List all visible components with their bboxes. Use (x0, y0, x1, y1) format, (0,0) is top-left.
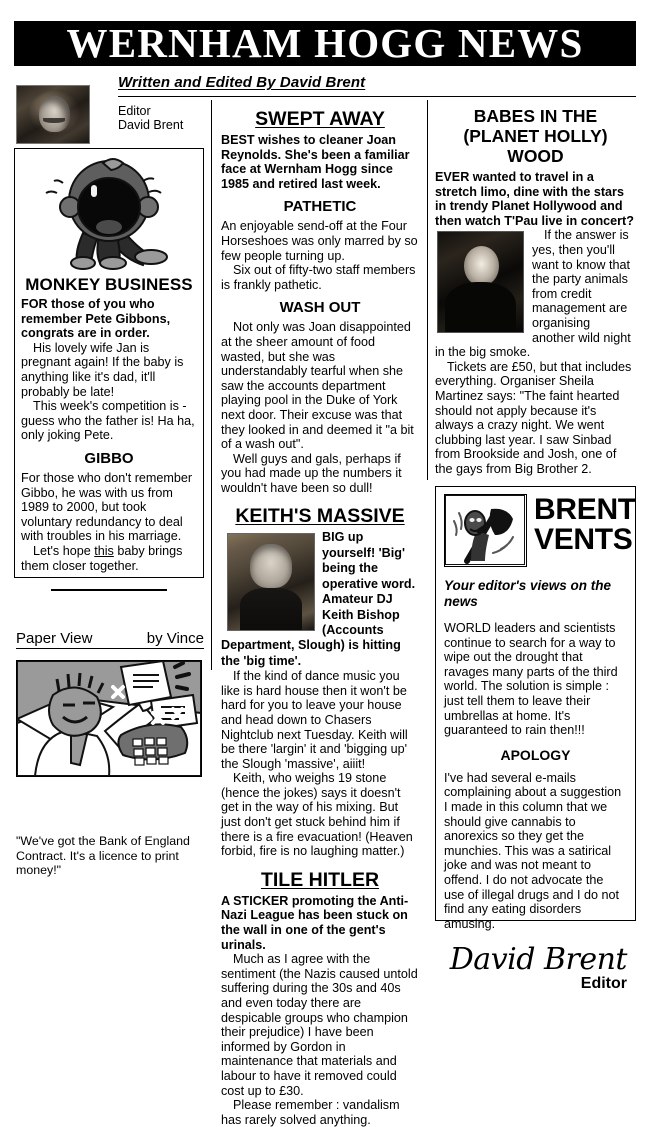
babes-body (435, 228, 636, 476)
apology-subhead: APOLOGY (500, 746, 571, 763)
monkey-para-1: This week's competition is - guess who the father is! Ha ha, only joking Pete. (21, 399, 195, 443)
babes-para-0: If the answer is yes, then you'll want to know that the party animals from credit management are organising another wild night in the big smoke. (435, 228, 631, 360)
babes-headline-line-0: BABES IN THE (473, 106, 598, 126)
tile-hitler-headline: TILE HITLER (260, 868, 380, 891)
column-divider-2 (427, 100, 428, 480)
pathetic-subhead: PATHETIC (283, 198, 357, 216)
tile-hitler-lead: A STICKER promoting the Anti-Nazi League has been stuck on the wall in one of the gent's urinals. (221, 893, 409, 952)
swept-away-lead: BEST wishes to cleaner Joan Reynolds. She's been a familiar face at Wernham Hogg since 1985 and retired last week. (221, 133, 410, 191)
editor-name: David Brent (118, 118, 184, 132)
brent-vents-header (444, 493, 636, 567)
monkey-headline: MONKEY BUSINESS (25, 275, 193, 294)
keiths-massive-headline: KEITH'S MASSIVE (235, 505, 405, 528)
byline-divider (118, 96, 636, 97)
editor-role-label: Editor (118, 104, 151, 118)
monkey-lead: FOR those of you who remember Pete Gibbons, congrats are in order. (21, 297, 171, 341)
monkey-para-0: His lovely wife Jan is pregnant again! If the baby is anything like it's dad, it'll probably be late! (21, 340, 184, 399)
pathetic-para-0: An enjoyable send-off at the Four Horseshoes was only marred by so few people turning up. (221, 219, 418, 263)
keiths-massive-para-0: If the kind of dance music you like is hard house then it won't be hard for you to leave your house and head down to Chasers Nightclub next Tuesday. Keith will be there 'largin' it and 'bigging up' the Slough 'massive', aiiit! (221, 669, 408, 771)
monkey-business-article (14, 148, 204, 578)
brent-vents-title-line-0: BRENT (534, 493, 636, 526)
wash-out-para-0: Not only was Joan disappointed at the sheer amount of food wasted, but she was understandably tearful when she saw the accounts department playing pool in the Duke of York next door. Their excuse was that they looked in and deemed it "a bit of a wash out". (221, 320, 414, 452)
pathetic-para-1: Six out of fifty-two staff members is frankly pathetic. (221, 263, 416, 292)
gibbo-subhead: GIBBO (84, 449, 134, 467)
brent-vents-subtitle: Your editor's views on the news (444, 578, 611, 609)
column-3 (435, 106, 636, 476)
brent-vents-body: WORLD leaders and scientists continue to search for a way to wipe out the drought that ravages many parts of the third world. The solution is simple : just tell them to leave their umbrellas at home. It's guaranteed to rain then!!! (444, 621, 618, 738)
paper-view-title: Paper View (16, 630, 93, 647)
keith-bishop-photo (227, 533, 315, 631)
wash-out-subhead: WASH OUT (279, 299, 361, 317)
babes-headline-line-1: (PLANET HOLLY) (463, 126, 608, 146)
babes-lead: EVER wanted to travel in a stretch limo, dine with the stars in trendy Planet Hollywood and then watch T'Pau live in concert? (435, 170, 634, 228)
party-night-photo (437, 231, 524, 333)
david-brent-photo (16, 85, 90, 144)
tile-hitler-para-0: Much as I agree with the sentiment (the Nazis caused untold suffering during the 30s and 40s and even today there are despicable groups who champion their prejudice) I have been informed by Gordon in maintenance that materials and labour to have it removed could cost up to £30. (221, 952, 418, 1098)
paper-view-header (16, 630, 204, 649)
article-end-rule (51, 589, 167, 591)
closing-pre: Let's hope (33, 543, 95, 558)
brent-signature-role: Editor (580, 975, 627, 993)
wash-out-para-1: Well guys and gals, perhaps if you had made up the numbers it wouldn't have been so dull! (221, 451, 402, 495)
swept-away-headline: SWEPT AWAY (255, 108, 385, 130)
closing-emphasis: this (94, 543, 114, 558)
crying-baby-monkey-cartoon (21, 153, 197, 271)
brent-vents-article (435, 486, 636, 993)
keiths-massive-para-1: Keith, who weighs 19 stone (hence the jokes) says it doesn't get in the way of his mixing. But just don't get stuck behind him if there is a fire evacuation! (Heaven forbid, fire is no laughing matter.) (221, 771, 413, 859)
man-swinging-axe-cartoon (444, 494, 527, 567)
gibbo-para-0: For those who don't remember Gibbo, he was with us from 1989 to 2000, but took voluntary redundancy to deal with troubles in his marriage. (21, 470, 193, 544)
babes-headline-line-2: WOOD (507, 146, 564, 166)
keiths-massive-lead: BIG up yourself! 'Big' being the operative word. Amateur DJ Keith Bishop (Accounts Department, Slough) is hitting the 'big time'. (221, 530, 416, 668)
paper-view-caption: "We've got the Bank of England Contract. It's a licence to print money!" (16, 834, 190, 878)
brent-vents-title (534, 494, 636, 555)
babes-para-1: Tickets are £50, but that includes everything. Organiser Sheila Martinez says: "The faint hearted should not apply because it's always a crazy night. We went clubbing last year. I saw Sinbad from Brookside and Josh, one of the gays from Big Brother 2. (435, 359, 632, 476)
byline: Written and Edited By David Brent (118, 74, 366, 91)
gibbo-closing (21, 544, 197, 573)
page-title: WERNHAM HOGG NEWS (66, 20, 584, 66)
column-2 (221, 108, 419, 1127)
masthead-banner (14, 21, 636, 66)
closing-post: baby brings them closer together. (21, 543, 183, 573)
keiths-massive-body (221, 530, 419, 858)
brent-signature: David Brent (449, 942, 627, 978)
brent-vents-title-line-1: VENTS (534, 523, 633, 556)
businessman-at-desk-cartoon (16, 660, 202, 777)
paper-view-credit: by Vince (146, 630, 204, 647)
tile-hitler-para-1: Please remember : vandalism has rarely solved anything. (221, 1098, 400, 1127)
column-divider-1 (211, 100, 212, 670)
apology-body: I've had several e-mails complaining about a suggestion I made in this column that we should give cannabis to anorexics so they get the munchies. This was a satirical joke and was not meant to offend. I do not advocate the use of illegal drugs and I do not find any eating disorders amusing. (444, 770, 622, 931)
